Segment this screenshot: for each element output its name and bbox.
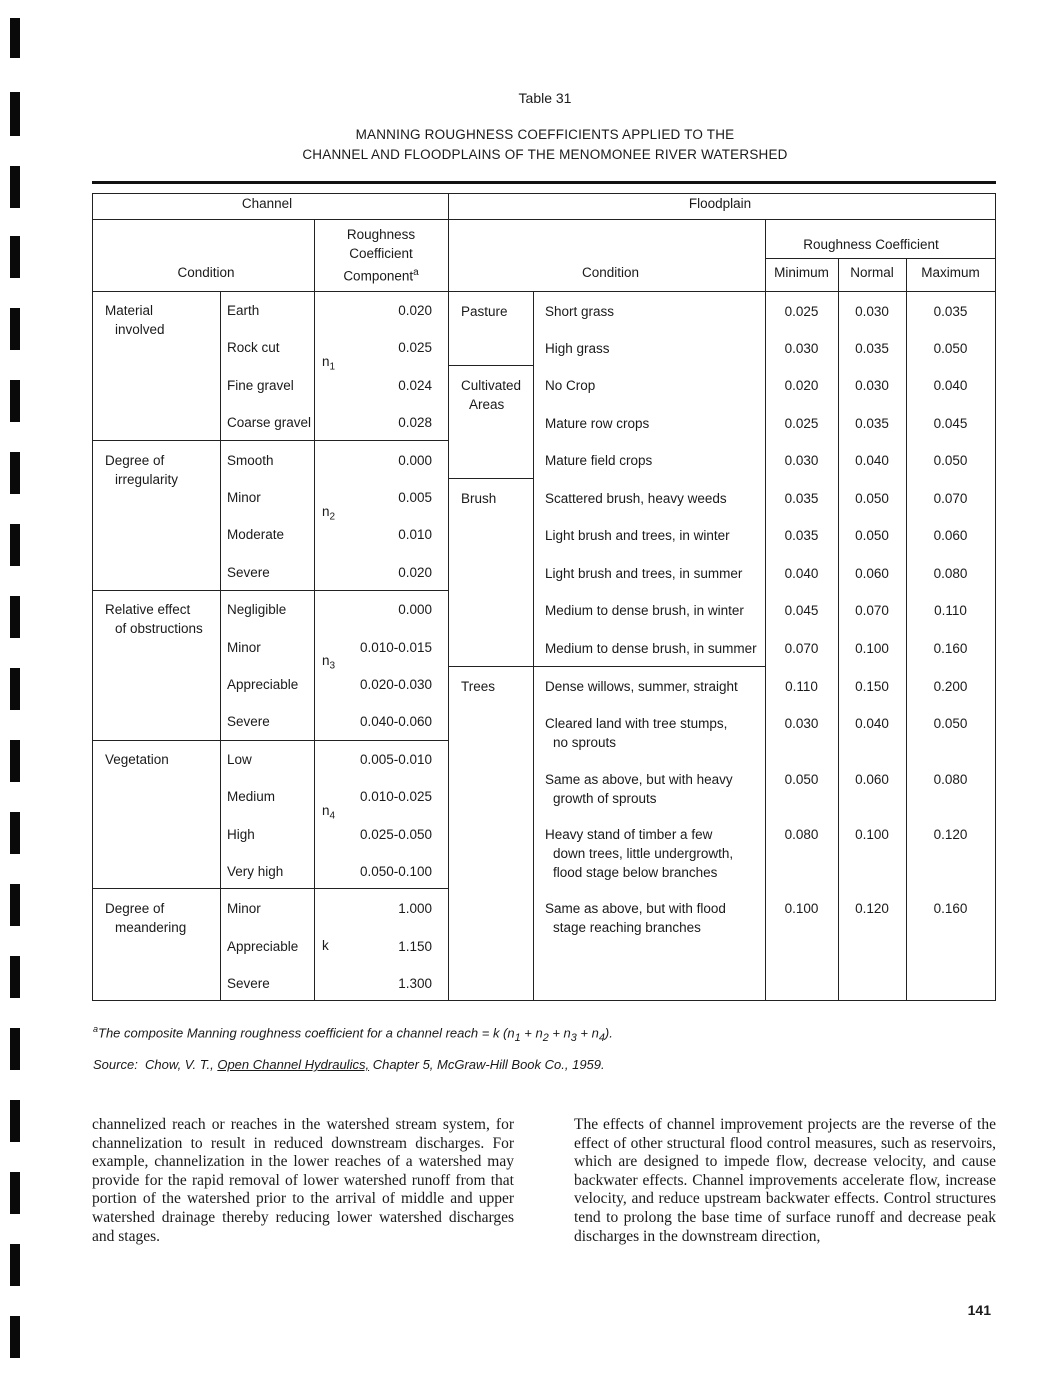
body-text-left: channelized reach or reaches in the watershed stream system, for channelization to result in reduced downstream discharges. For example, channelization in the lower reaches of a watershed may provide for the rapid removal of lower watershed runoff from that portion of the watershed prior to the arrival of middle and upper watershed drainage thereby reducing lower watershed discharges and stages. <box>92 1116 514 1245</box>
composite-footnote <box>93 1024 613 1044</box>
rule <box>92 193 996 194</box>
floodplain-condition: no sprouts <box>553 735 617 750</box>
floodplain-normal-value: 0.060 <box>855 566 889 581</box>
floodplain-normal-value: 0.050 <box>855 491 889 506</box>
floodplain-condition: No Crop <box>545 378 596 393</box>
floodplain-condition: Short grass <box>545 304 615 319</box>
category-cultivated-l1: Cultivated <box>461 378 522 393</box>
channel-value: 1.000 <box>398 901 432 917</box>
channel-value: 0.028 <box>398 415 432 431</box>
footnote-text: + n <box>548 1025 571 1041</box>
binding-bar <box>10 1316 20 1358</box>
roughness-component-header-l2: Coefficient <box>349 246 413 261</box>
coefficient-symbol-subscript: 3 <box>329 660 336 672</box>
floodplain-condition: Medium to dense brush, in winter <box>545 603 744 618</box>
floodplain-condition: Mature field crops <box>545 453 653 468</box>
channel-value: 0.000 <box>398 452 432 468</box>
channel-item: Severe <box>227 564 270 580</box>
channel-item: Earth <box>227 303 260 318</box>
floodplain-condition: Dense willows, summer, straight <box>545 679 738 694</box>
floodplain-min-value: 0.030 <box>784 716 819 731</box>
binding-bar <box>10 668 20 710</box>
floodplain-max-value: 0.110 <box>934 603 967 618</box>
channel-group-label: irregularity <box>115 471 179 487</box>
binding-bar <box>10 524 20 566</box>
body-text-right: The effects of channel improvement projects are the reverse of the effect of other structural flood control measures, such as reservoirs, which are designed to impede flow, decrease velocity, and cause backwater effects. Channel improvements accelerate flow, increase velocity, and reduce upstream backwater effects. Control structures tend to prolong the base time of surface runoff and decrease peak discharges in the downstream direction, <box>574 1116 996 1245</box>
rule <box>448 478 533 479</box>
binding-bar <box>10 740 20 782</box>
normal-header: Normal <box>850 265 894 280</box>
coefficient-symbol <box>322 354 335 373</box>
channel-group-label: of obstructions <box>115 621 203 637</box>
coefficient-symbol-letter: n <box>322 802 330 818</box>
binding-bar <box>10 236 20 278</box>
channel-value: 0.000 <box>398 602 432 618</box>
channel-item: Negligible <box>227 602 287 618</box>
binding-bar <box>10 1028 20 1070</box>
rule <box>92 193 93 1001</box>
floodplain-min-value: 0.025 <box>784 416 819 431</box>
footnote-text: + n <box>576 1025 599 1041</box>
floodplain-condition: growth of sprouts <box>553 791 657 806</box>
rule <box>220 291 221 1001</box>
channel-value: 0.025 <box>398 340 432 356</box>
floodplain-normal-value: 0.100 <box>855 827 889 842</box>
floodplain-max-value: 0.060 <box>933 528 968 543</box>
rule <box>92 440 448 441</box>
footnote-text: The composite Manning roughness coefficient for a channel reach = k (n <box>98 1025 515 1041</box>
channel-group-label: Degree of <box>105 452 165 468</box>
floodplain-min-value: 0.035 <box>784 528 819 543</box>
roughness-coefficient-header: Roughness Coefficient <box>803 237 939 252</box>
category-pasture: Pasture <box>461 304 508 319</box>
channel-group-label: involved <box>115 322 165 337</box>
binding-bar <box>10 596 20 638</box>
floodplain-max-value: 0.070 <box>933 491 968 506</box>
channel-value: 0.020 <box>398 564 432 580</box>
channel-group-label: Degree of <box>105 901 165 917</box>
floodplain-condition: Same as above, but with flood <box>545 901 726 916</box>
floodplain-min-value: 0.035 <box>784 491 819 506</box>
channel-item: Very high <box>227 864 284 879</box>
footnote-subscript: 3 <box>570 1031 577 1044</box>
channel-item: Minor <box>227 901 261 917</box>
floodplain-normal-value: 0.030 <box>855 378 889 393</box>
floodplain-min-value: 0.040 <box>784 566 819 581</box>
channel-item: Appreciable <box>227 938 299 954</box>
rule <box>314 219 315 1001</box>
rule <box>448 666 533 667</box>
binding-bar <box>10 452 20 494</box>
floodplain-min-value: 0.030 <box>784 453 819 468</box>
source-rest: Chapter 5, McGraw-Hill Book Co., 1959. <box>372 1057 605 1072</box>
source-label: Source: <box>93 1057 138 1072</box>
coefficient-symbol <box>322 653 335 672</box>
floodplain-condition: Same as above, but with heavy <box>545 772 733 787</box>
binding-bar <box>10 812 20 854</box>
floodplain-normal-value: 0.150 <box>855 679 889 694</box>
table-heading-line2: CHANNEL AND FLOODPLAINS OF THE MENOMONEE RIVER WATERSHED <box>302 147 788 162</box>
channel-value: 1.150 <box>398 938 432 954</box>
channel-item: Low <box>227 751 252 767</box>
category-cultivated-l2: Areas <box>469 397 505 412</box>
coefficient-symbol-letter: n <box>322 653 330 669</box>
rule <box>765 258 996 259</box>
channel-group-label: meandering <box>115 920 187 936</box>
coefficient-symbol-subscript: 2 <box>329 511 336 523</box>
binding-bar <box>10 166 20 208</box>
floodplain-header: Floodplain <box>688 196 752 211</box>
channel-group-label: Material <box>105 303 154 318</box>
footnote-text: ). <box>604 1025 613 1041</box>
binding-bar <box>10 1100 20 1142</box>
channel-item: High <box>227 826 255 842</box>
maximum-header: Maximum <box>921 265 980 280</box>
channel-item: Coarse gravel <box>227 415 312 431</box>
roughness-component-header-text: Component <box>343 268 414 284</box>
source-book: Open Channel Hydraulics, <box>217 1057 370 1072</box>
source-line <box>93 1057 605 1072</box>
floodplain-condition: Scattered brush, heavy weeds <box>545 491 727 506</box>
rule <box>838 258 839 1001</box>
floodplain-normal-value: 0.060 <box>855 772 889 787</box>
floodplain-normal-value: 0.040 <box>855 453 889 468</box>
floodplain-max-value: 0.160 <box>933 641 968 656</box>
coefficient-symbol-subscript: 1 <box>329 361 336 373</box>
table-heading-line1: MANNING ROUGHNESS COEFFICIENTS APPLIED TO THE <box>355 127 735 142</box>
rule <box>906 258 907 1001</box>
channel-value: 0.005-0.010 <box>359 751 432 767</box>
floodplain-condition: flood stage below branches <box>553 865 718 880</box>
rule <box>92 590 448 591</box>
rule <box>92 291 996 292</box>
channel-value: 0.005 <box>398 490 432 505</box>
floodplain-condition: stage reaching branches <box>553 920 701 935</box>
floodplain-max-value: 0.050 <box>933 453 968 468</box>
channel-value: 0.010 <box>398 527 432 543</box>
rule <box>448 365 533 366</box>
floodplain-condition: High grass <box>545 341 610 356</box>
channel-value: 0.020 <box>398 303 432 318</box>
floodplain-max-value: 0.040 <box>933 378 968 393</box>
channel-item: Minor <box>227 639 261 655</box>
floodplain-min-value: 0.050 <box>784 772 819 787</box>
rule <box>92 740 448 741</box>
footnote-marker: a <box>93 1024 99 1034</box>
floodplain-min-value: 0.100 <box>784 901 819 916</box>
floodplain-normal-value: 0.100 <box>855 641 889 656</box>
category-brush: Brush <box>461 491 497 506</box>
coefficient-symbol-letter: n <box>322 503 330 519</box>
floodplain-max-value: 0.080 <box>933 772 968 787</box>
floodplain-condition: Light brush and trees, in winter <box>545 528 730 543</box>
floodplain-max-value: 0.120 <box>933 827 968 842</box>
floodplain-normal-value: 0.030 <box>855 304 889 319</box>
binding-bar <box>10 1244 20 1286</box>
binding-bar <box>10 884 20 926</box>
footnote-marker: a <box>413 267 419 278</box>
rule <box>448 193 449 1001</box>
rule <box>92 219 996 220</box>
floodplain-condition: Heavy stand of timber a few <box>545 827 713 842</box>
floodplain-normal-value: 0.070 <box>855 603 889 618</box>
condition-right-header: Condition <box>581 265 640 280</box>
coefficient-symbol <box>322 938 329 953</box>
channel-value: 0.025-0.050 <box>359 826 432 842</box>
channel-value: 0.024 <box>398 377 432 393</box>
coefficient-symbol-letter: k <box>322 937 329 953</box>
floodplain-max-value: 0.160 <box>933 901 968 916</box>
page-number: 141 <box>967 1302 991 1318</box>
floodplain-min-value: 0.110 <box>785 679 818 694</box>
floodplain-condition: Light brush and trees, in summer <box>545 566 743 581</box>
channel-item: Smooth <box>227 452 274 468</box>
floodplain-normal-value: 0.120 <box>855 901 889 916</box>
binding-bar <box>10 956 20 998</box>
channel-item: Fine gravel <box>227 377 294 393</box>
channel-item: Severe <box>227 714 270 730</box>
channel-group-label: Relative effect <box>105 602 191 618</box>
floodplain-normal-value: 0.035 <box>855 416 889 431</box>
floodplain-min-value: 0.030 <box>784 341 819 356</box>
channel-item: Severe <box>227 976 270 992</box>
roughness-component-header-l1: Roughness <box>346 227 416 242</box>
floodplain-condition: down trees, little undergrowth, <box>553 846 734 861</box>
channel-value: 0.040-0.060 <box>359 714 432 730</box>
footnote-text: + n <box>520 1025 543 1041</box>
rule <box>92 888 448 889</box>
channel-item: Appreciable <box>227 677 299 692</box>
binding-bar <box>10 380 20 422</box>
top-rule <box>92 181 996 184</box>
coefficient-symbol <box>322 504 335 523</box>
floodplain-min-value: 0.080 <box>784 827 819 842</box>
channel-value: 0.020-0.030 <box>359 677 432 692</box>
floodplain-max-value: 0.035 <box>933 304 968 319</box>
channel-header: Channel <box>241 196 293 211</box>
rule <box>995 193 996 1001</box>
binding-bar <box>10 308 20 350</box>
channel-item: Moderate <box>227 527 285 543</box>
floodplain-max-value: 0.050 <box>933 341 968 356</box>
channel-value: 0.010-0.025 <box>359 789 432 805</box>
binding-bar <box>10 1172 20 1214</box>
floodplain-max-value: 0.050 <box>933 716 968 731</box>
footnote-subscript: 1 <box>514 1031 521 1044</box>
footnote-subscript: 4 <box>598 1031 605 1044</box>
channel-item: Rock cut <box>227 340 280 356</box>
floodplain-max-value: 0.080 <box>933 566 968 581</box>
channel-group-label: Vegetation <box>105 751 169 767</box>
channel-value: 0.010-0.015 <box>359 639 432 655</box>
floodplain-condition: Cleared land with tree stumps, <box>545 716 728 731</box>
channel-value: 0.050-0.100 <box>359 864 432 879</box>
floodplain-condition: Mature row crops <box>545 416 650 431</box>
floodplain-min-value: 0.025 <box>784 304 819 319</box>
source-author: Chow, V. T., <box>145 1057 214 1072</box>
coefficient-symbol-subscript: 4 <box>329 810 336 822</box>
floodplain-condition: Medium to dense brush, in summer <box>545 641 757 656</box>
channel-item: Minor <box>227 490 261 505</box>
floodplain-normal-value: 0.040 <box>855 716 889 731</box>
roughness-component-header-l3 <box>314 264 448 286</box>
floodplain-max-value: 0.045 <box>933 416 968 431</box>
footnote-subscript: 2 <box>542 1031 549 1044</box>
minimum-header: Minimum <box>774 265 829 280</box>
floodplain-max-value: 0.200 <box>933 679 968 694</box>
rule <box>533 666 765 667</box>
rule <box>533 291 534 1001</box>
floodplain-normal-value: 0.050 <box>855 528 889 543</box>
floodplain-min-value: 0.020 <box>784 378 819 393</box>
floodplain-min-value: 0.045 <box>784 603 819 618</box>
category-trees: Trees <box>461 679 496 694</box>
floodplain-min-value: 0.070 <box>784 641 819 656</box>
coefficient-symbol-letter: n <box>322 354 330 370</box>
coefficient-symbol <box>322 803 335 822</box>
rule <box>92 1000 996 1001</box>
binding-bar <box>10 18 20 58</box>
condition-left-header: Condition <box>177 265 235 280</box>
channel-value: 1.300 <box>398 976 432 992</box>
floodplain-normal-value: 0.035 <box>855 341 889 356</box>
table-label: Table 31 <box>518 90 572 106</box>
channel-item: Medium <box>227 789 276 805</box>
